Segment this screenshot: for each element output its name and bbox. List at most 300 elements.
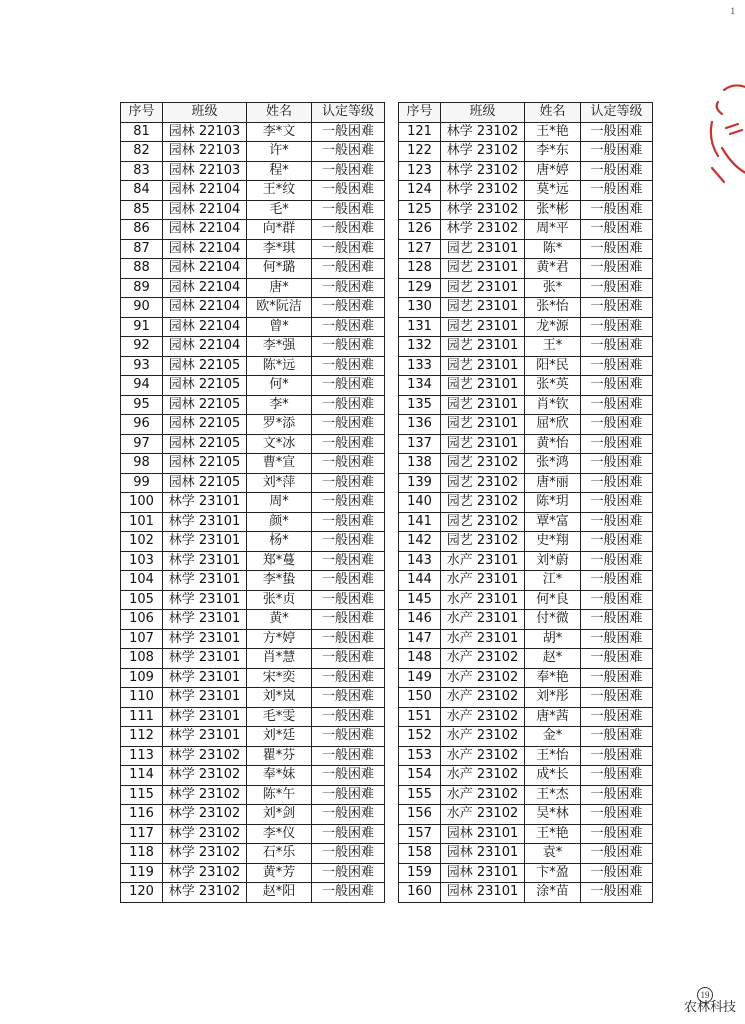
level-cell: 一般困难 [312,317,385,337]
row-index-cell: 107 [121,629,163,649]
table-row [121,805,385,825]
class-cell: 林学 23101 [163,551,247,571]
level-cell: 一般困难 [581,239,653,259]
row-index-cell: 160 [399,883,441,903]
level-cell: 一般困难 [312,688,385,708]
student-name-cell: 史*翔 [525,532,581,552]
student-name-cell: 宋*奕 [247,668,312,688]
row-index-cell: 99 [121,473,163,493]
level-cell: 一般困难 [581,142,653,162]
column-header: 认定等级 [581,103,653,123]
level-cell: 一般困难 [581,766,653,786]
class-cell: 林学 23101 [163,610,247,630]
table-row [121,434,385,454]
level-cell: 一般困难 [581,727,653,747]
student-name-cell: 吴*林 [525,805,581,825]
table-row [121,629,385,649]
table-row [399,629,653,649]
table-row [399,356,653,376]
student-name-cell: 李*强 [247,337,312,357]
table-row [121,337,385,357]
level-cell: 一般困难 [312,142,385,162]
level-cell: 一般困难 [312,278,385,298]
table-header-row [121,103,385,123]
table-row [399,590,653,610]
class-cell: 园艺 23101 [441,278,525,298]
table-row [121,181,385,201]
row-index-cell: 151 [399,707,441,727]
student-name-cell: 周* [247,493,312,513]
student-name-cell: 赵*阳 [247,883,312,903]
student-name-cell: 石*乐 [247,844,312,864]
level-cell: 一般困难 [312,532,385,552]
class-cell: 水产 23102 [441,668,525,688]
level-cell: 一般困难 [581,668,653,688]
table-row [121,707,385,727]
table-row [399,727,653,747]
row-index-cell: 121 [399,122,441,142]
level-cell: 一般困难 [312,727,385,747]
student-name-cell: 肖*慧 [247,649,312,669]
table-row [121,376,385,396]
page-corner-number: 1 [730,6,735,16]
student-name-cell: 郑*蔓 [247,551,312,571]
class-cell: 林学 23101 [163,668,247,688]
row-index-cell: 84 [121,181,163,201]
row-index-cell: 155 [399,785,441,805]
row-index-cell: 88 [121,259,163,279]
row-index-cell: 150 [399,688,441,708]
class-cell: 园艺 23102 [441,473,525,493]
class-cell: 水产 23102 [441,688,525,708]
column-header: 姓名 [525,103,581,123]
table-row [121,200,385,220]
table-row [399,337,653,357]
table-row [399,259,653,279]
student-name-cell: 刘*岚 [247,688,312,708]
row-index-cell: 115 [121,785,163,805]
table-row [399,863,653,883]
class-cell: 园林 22104 [163,337,247,357]
level-cell: 一般困难 [312,434,385,454]
table-row [121,688,385,708]
row-index-cell: 140 [399,493,441,513]
column-header: 姓名 [247,103,312,123]
table-row [399,551,653,571]
footer-mark: 农林科技 [684,1000,737,1015]
level-cell: 一般困难 [581,883,653,903]
class-cell: 林学 23101 [163,707,247,727]
level-cell: 一般困难 [581,395,653,415]
student-name-cell: 欧*阮洁 [247,298,312,318]
row-index-cell: 144 [399,571,441,591]
row-index-cell: 159 [399,863,441,883]
student-name-cell: 张*英 [525,376,581,396]
class-cell: 园艺 23101 [441,376,525,396]
level-cell: 一般困难 [312,181,385,201]
level-cell: 一般困难 [312,376,385,396]
row-index-cell: 119 [121,863,163,883]
table-row [121,863,385,883]
table-row [121,356,385,376]
level-cell: 一般困难 [312,805,385,825]
table-row [399,181,653,201]
table-row [399,785,653,805]
student-name-cell: 覃*富 [525,512,581,532]
level-cell: 一般困难 [312,707,385,727]
row-index-cell: 146 [399,610,441,630]
class-cell: 林学 23101 [163,512,247,532]
level-cell: 一般困难 [581,493,653,513]
student-name-cell: 许* [247,142,312,162]
class-cell: 林学 23102 [163,785,247,805]
row-index-cell: 117 [121,824,163,844]
level-cell: 一般困难 [581,356,653,376]
student-name-cell: 王* [525,337,581,357]
class-cell: 园林 22105 [163,454,247,474]
row-index-cell: 145 [399,590,441,610]
student-name-cell: 文*冰 [247,434,312,454]
table-row [399,200,653,220]
row-index-cell: 152 [399,727,441,747]
student-name-cell: 罗*添 [247,415,312,435]
class-cell: 园艺 23101 [441,298,525,318]
class-cell: 水产 23101 [441,571,525,591]
level-cell: 一般困难 [581,161,653,181]
table-row [399,610,653,630]
level-cell: 一般困难 [581,571,653,591]
page-number-circle: 19 [697,987,713,1003]
row-index-cell: 87 [121,239,163,259]
class-cell: 水产 23102 [441,649,525,669]
row-index-cell: 101 [121,512,163,532]
table-row [399,298,653,318]
row-index-cell: 149 [399,668,441,688]
student-name-cell: 刘*剑 [247,805,312,825]
student-name-cell: 成*长 [525,766,581,786]
student-name-cell: 毛*雯 [247,707,312,727]
student-name-cell: 阳*民 [525,356,581,376]
row-index-cell: 108 [121,649,163,669]
table-row [399,883,653,903]
class-cell: 园林 22105 [163,473,247,493]
class-cell: 园艺 23101 [441,415,525,435]
class-cell: 水产 23101 [441,551,525,571]
level-cell: 一般困难 [312,473,385,493]
table-row [399,317,653,337]
level-cell: 一般困难 [581,181,653,201]
table-row [121,512,385,532]
student-name-cell: 卞*盈 [525,863,581,883]
class-cell: 林学 23102 [441,122,525,142]
student-name-cell: 唐* [247,278,312,298]
row-index-cell: 135 [399,395,441,415]
student-name-cell: 张*彬 [525,200,581,220]
student-name-cell: 向*群 [247,220,312,240]
level-cell: 一般困难 [581,688,653,708]
level-cell: 一般困难 [312,415,385,435]
class-cell: 水产 23102 [441,805,525,825]
student-name-cell: 莫*远 [525,181,581,201]
table-row [399,122,653,142]
table-row [399,434,653,454]
level-cell: 一般困难 [581,629,653,649]
student-name-cell: 王*艳 [525,122,581,142]
table-row [121,161,385,181]
class-cell: 园林 22105 [163,376,247,396]
class-cell: 园林 23101 [441,863,525,883]
student-name-cell: 黄*芳 [247,863,312,883]
student-name-cell: 刘*彤 [525,688,581,708]
table-row [399,649,653,669]
student-name-cell: 程* [247,161,312,181]
table-row [399,844,653,864]
class-cell: 林学 23102 [163,766,247,786]
level-cell: 一般困难 [312,454,385,474]
student-name-cell: 王*杰 [525,785,581,805]
row-index-cell: 110 [121,688,163,708]
level-cell: 一般困难 [581,278,653,298]
row-index-cell: 141 [399,512,441,532]
student-name-cell: 王*怡 [525,746,581,766]
student-name-cell: 奉*艳 [525,668,581,688]
row-index-cell: 132 [399,337,441,357]
class-cell: 林学 23102 [163,863,247,883]
row-index-cell: 131 [399,317,441,337]
row-index-cell: 97 [121,434,163,454]
row-index-cell: 134 [399,376,441,396]
student-name-cell: 黄* [247,610,312,630]
class-cell: 水产 23101 [441,590,525,610]
class-cell: 园艺 23102 [441,532,525,552]
level-cell: 一般困难 [312,883,385,903]
table-row [399,161,653,181]
table-row [121,649,385,669]
row-index-cell: 113 [121,746,163,766]
class-cell: 林学 23102 [441,161,525,181]
level-cell: 一般困难 [312,337,385,357]
level-cell: 一般困难 [312,122,385,142]
class-cell: 园林 22104 [163,200,247,220]
row-index-cell: 116 [121,805,163,825]
student-name-cell: 刘*蔚 [525,551,581,571]
class-cell: 园艺 23101 [441,317,525,337]
class-cell: 园林 22105 [163,395,247,415]
column-header: 序号 [121,103,163,123]
level-cell: 一般困难 [581,317,653,337]
student-name-cell: 袁* [525,844,581,864]
table-row [399,668,653,688]
class-cell: 园林 23101 [441,824,525,844]
class-cell: 林学 23101 [163,649,247,669]
row-index-cell: 92 [121,337,163,357]
table-row [121,142,385,162]
student-name-cell: 李*文 [247,122,312,142]
level-cell: 一般困难 [312,298,385,318]
roster-table-left [120,102,385,903]
student-name-cell: 曹*宣 [247,454,312,474]
row-index-cell: 124 [399,181,441,201]
student-name-cell: 王*艳 [525,824,581,844]
level-cell: 一般困难 [581,610,653,630]
class-cell: 园林 22103 [163,122,247,142]
class-cell: 园林 22104 [163,181,247,201]
row-index-cell: 102 [121,532,163,552]
table-row [399,395,653,415]
column-header: 认定等级 [312,103,385,123]
class-cell: 园林 22103 [163,161,247,181]
student-name-cell: 唐*丽 [525,473,581,493]
student-name-cell: 瞿*芬 [247,746,312,766]
student-name-cell: 王*纹 [247,181,312,201]
table-row [121,317,385,337]
table-row [399,512,653,532]
row-index-cell: 137 [399,434,441,454]
class-cell: 水产 23102 [441,746,525,766]
level-cell: 一般困难 [312,668,385,688]
class-cell: 水产 23102 [441,707,525,727]
class-cell: 林学 23102 [163,746,247,766]
row-index-cell: 120 [121,883,163,903]
level-cell: 一般困难 [312,220,385,240]
class-cell: 园艺 23102 [441,454,525,474]
row-index-cell: 83 [121,161,163,181]
level-cell: 一般困难 [312,629,385,649]
student-name-cell: 李* [247,395,312,415]
row-index-cell: 142 [399,532,441,552]
student-name-cell: 刘*萍 [247,473,312,493]
class-cell: 园林 22104 [163,239,247,259]
table-row [121,766,385,786]
table-row [121,473,385,493]
class-cell: 林学 23101 [163,688,247,708]
row-index-cell: 112 [121,727,163,747]
table-row [399,415,653,435]
class-cell: 林学 23101 [163,629,247,649]
table-row [121,785,385,805]
student-name-cell: 颜* [247,512,312,532]
row-index-cell: 111 [121,707,163,727]
row-index-cell: 104 [121,571,163,591]
row-index-cell: 81 [121,122,163,142]
table-row [399,688,653,708]
row-index-cell: 133 [399,356,441,376]
student-name-cell: 张*鸿 [525,454,581,474]
level-cell: 一般困难 [581,122,653,142]
row-index-cell: 98 [121,454,163,474]
student-name-cell: 何* [247,376,312,396]
class-cell: 园林 22105 [163,356,247,376]
level-cell: 一般困难 [312,200,385,220]
level-cell: 一般困难 [312,863,385,883]
row-index-cell: 89 [121,278,163,298]
level-cell: 一般困难 [581,415,653,435]
table-row [399,571,653,591]
student-name-cell: 陈*玥 [525,493,581,513]
class-cell: 林学 23101 [163,571,247,591]
student-name-cell: 陈* [525,239,581,259]
level-cell: 一般困难 [312,551,385,571]
row-index-cell: 158 [399,844,441,864]
row-index-cell: 138 [399,454,441,474]
column-header: 班级 [163,103,247,123]
class-cell: 水产 23102 [441,785,525,805]
table-row [399,707,653,727]
class-cell: 园艺 23101 [441,239,525,259]
class-cell: 水产 23101 [441,610,525,630]
class-cell: 园艺 23101 [441,337,525,357]
student-name-cell: 李*蛰 [247,571,312,591]
student-name-cell: 赵* [525,649,581,669]
student-name-cell: 付*微 [525,610,581,630]
level-cell: 一般困难 [581,746,653,766]
table-row [399,473,653,493]
table-row [399,454,653,474]
table-row [121,220,385,240]
table-row [399,805,653,825]
class-cell: 林学 23102 [163,824,247,844]
class-cell: 林学 23101 [163,532,247,552]
table-header-row [399,103,653,123]
level-cell: 一般困难 [312,785,385,805]
level-cell: 一般困难 [581,532,653,552]
class-cell: 园艺 23102 [441,512,525,532]
table-row [399,746,653,766]
row-index-cell: 105 [121,590,163,610]
row-index-cell: 154 [399,766,441,786]
row-index-cell: 94 [121,376,163,396]
class-cell: 园林 22104 [163,317,247,337]
table-row [121,532,385,552]
level-cell: 一般困难 [581,220,653,240]
class-cell: 园林 22105 [163,434,247,454]
column-header: 序号 [399,103,441,123]
row-index-cell: 96 [121,415,163,435]
class-cell: 水产 23102 [441,727,525,747]
table-row [121,571,385,591]
level-cell: 一般困难 [581,805,653,825]
student-name-cell: 奉*妹 [247,766,312,786]
level-cell: 一般困难 [312,766,385,786]
student-name-cell: 张*怡 [525,298,581,318]
table-row [121,493,385,513]
level-cell: 一般困难 [581,512,653,532]
row-index-cell: 148 [399,649,441,669]
student-name-cell: 何*良 [525,590,581,610]
roster-table-right [398,102,653,903]
class-cell: 园林 23101 [441,844,525,864]
table-row [399,278,653,298]
row-index-cell: 136 [399,415,441,435]
student-name-cell: 方*婷 [247,629,312,649]
table-row [121,122,385,142]
student-name-cell: 李*东 [525,142,581,162]
student-name-cell: 屈*欣 [525,415,581,435]
level-cell: 一般困难 [581,434,653,454]
student-name-cell: 刘*廷 [247,727,312,747]
student-name-cell: 毛* [247,200,312,220]
level-cell: 一般困难 [581,454,653,474]
class-cell: 园艺 23102 [441,493,525,513]
table-row [121,668,385,688]
row-index-cell: 103 [121,551,163,571]
table-row [121,746,385,766]
level-cell: 一般困难 [312,395,385,415]
student-name-cell: 周*平 [525,220,581,240]
table-row [121,298,385,318]
student-name-cell: 胡* [525,629,581,649]
class-cell: 园艺 23101 [441,259,525,279]
